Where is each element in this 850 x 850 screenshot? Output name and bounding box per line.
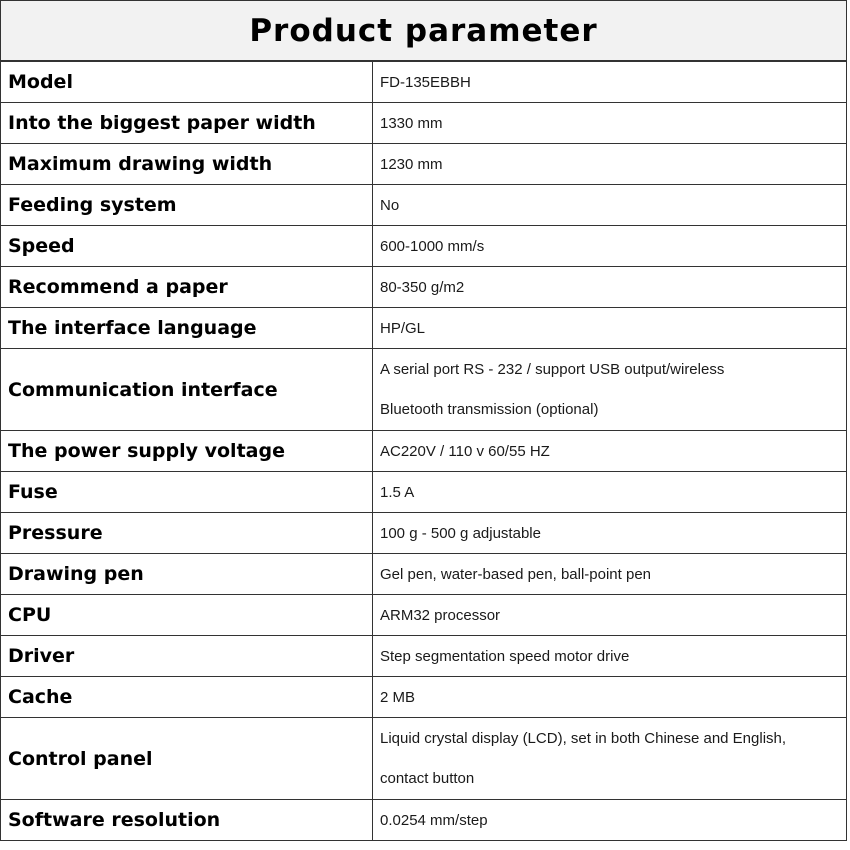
table-row [1, 472, 847, 513]
parameter-value [373, 103, 847, 144]
parameter-value [373, 267, 847, 308]
parameter-value-line: Step segmentation speed motor drive [380, 647, 630, 665]
parameter-value-line: Gel pen, water-based pen, ball-point pen [380, 565, 652, 583]
parameter-label: Cache [1, 677, 373, 718]
parameter-label: Maximum drawing width [1, 144, 373, 185]
parameter-table [0, 61, 847, 841]
parameter-value [373, 185, 847, 226]
table-row [1, 431, 847, 472]
table-row [1, 595, 847, 636]
table-row [1, 185, 847, 226]
parameter-value [373, 431, 847, 472]
parameter-label: Fuse [1, 472, 373, 513]
parameter-value-line: FD-135EBBH [380, 73, 471, 91]
parameter-label: Feeding system [1, 185, 373, 226]
parameter-label: Pressure [1, 513, 373, 554]
parameter-value-line: A serial port RS - 232 / support USB output/wireless [380, 360, 725, 378]
title-bar [0, 0, 847, 61]
table-row [1, 800, 847, 841]
parameter-value-line: HP/GL [380, 319, 426, 337]
table-row [1, 62, 847, 103]
parameter-value-line: AC220V / 110 v 60/55 HZ [380, 442, 550, 460]
parameter-value [373, 718, 847, 800]
parameter-value-line: 1330 mm [380, 114, 443, 132]
parameter-label: Drawing pen [1, 554, 373, 595]
parameter-value [373, 472, 847, 513]
table-row [1, 677, 847, 718]
table-row [1, 718, 847, 800]
parameter-value-line: 600-1000 mm/s [380, 237, 485, 255]
parameter-value-line: 100 g - 500 g adjustable [380, 524, 541, 542]
page-title: Product parameter [249, 12, 598, 49]
parameter-value-line: No [380, 196, 400, 214]
parameter-label: Recommend a paper [1, 267, 373, 308]
parameter-label: Software resolution [1, 800, 373, 841]
parameter-value-line: 1230 mm [380, 155, 443, 173]
table-row [1, 636, 847, 677]
parameter-value-line: contact button [380, 769, 475, 787]
parameter-value [373, 595, 847, 636]
parameter-value-line: Bluetooth transmission (optional) [380, 400, 599, 418]
table-row [1, 554, 847, 595]
parameter-label: Control panel [1, 718, 373, 800]
table-row [1, 308, 847, 349]
parameter-value [373, 677, 847, 718]
parameter-label: CPU [1, 595, 373, 636]
table-row [1, 226, 847, 267]
parameter-value [373, 513, 847, 554]
table-row [1, 349, 847, 431]
parameter-value [373, 144, 847, 185]
parameter-value [373, 62, 847, 103]
parameter-table-body [1, 62, 847, 841]
parameter-label: The power supply voltage [1, 431, 373, 472]
table-row [1, 144, 847, 185]
parameter-value-line: 80-350 g/m2 [380, 278, 465, 296]
parameter-label: Driver [1, 636, 373, 677]
parameter-value-line: 2 MB [380, 688, 416, 706]
parameter-value [373, 226, 847, 267]
table-row [1, 267, 847, 308]
parameter-label: Communication interface [1, 349, 373, 431]
parameter-value-line: 0.0254 mm/step [380, 811, 488, 829]
parameter-value [373, 636, 847, 677]
parameter-value-line: 1.5 A [380, 483, 415, 501]
parameter-label: Into the biggest paper width [1, 103, 373, 144]
parameter-label: Model [1, 62, 373, 103]
parameter-value [373, 554, 847, 595]
parameter-value [373, 349, 847, 431]
parameter-value-line: ARM32 processor [380, 606, 501, 624]
table-row [1, 513, 847, 554]
parameter-value [373, 308, 847, 349]
parameter-value-line: Liquid crystal display (LCD), set in both Chinese and English, [380, 729, 787, 747]
parameter-label: Speed [1, 226, 373, 267]
table-row [1, 103, 847, 144]
parameter-label: The interface language [1, 308, 373, 349]
parameter-value [373, 800, 847, 841]
